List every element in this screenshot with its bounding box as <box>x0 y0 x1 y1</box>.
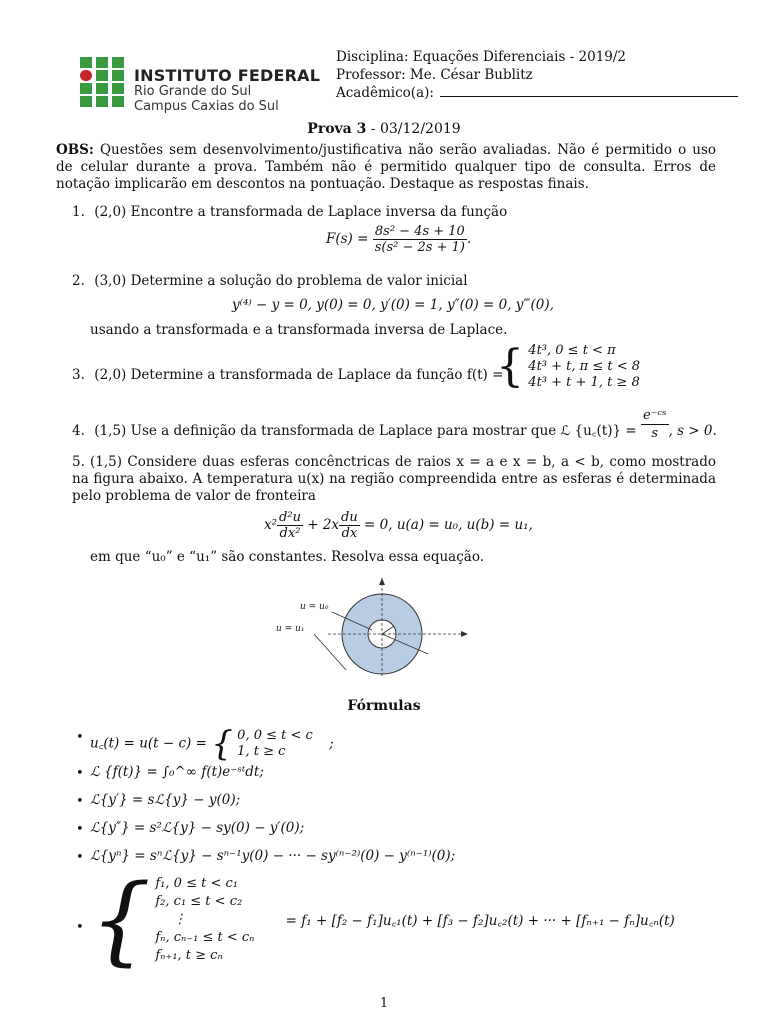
question-text: (2,0) Encontre a transformada de Laplace inversa da função <box>94 204 508 220</box>
question-1 <box>72 204 507 221</box>
formula-lhs: u꜀(t) = u(t − c) = <box>90 735 207 752</box>
question-number: 5. <box>72 454 85 470</box>
label-u0: u = u₀ <box>300 602 329 612</box>
piecewise-step-formula <box>90 864 675 976</box>
bullet: • <box>76 850 84 865</box>
student-line: Acadêmico(a): <box>336 85 434 101</box>
case-line: 0, 0 ≤ t < c <box>237 728 313 743</box>
question-3-cases <box>496 343 640 391</box>
question-number: 3. <box>72 367 85 383</box>
bullet: • <box>76 766 84 781</box>
professor-line: Professor: Me. César Bublitz <box>336 67 533 83</box>
piecewise-rhs: = f₁ + [f₂ − f₁]u꜀₁(t) + [f₃ − f₂]u꜀₂(t) + ··· + [fₙ₊₁ − fₙ]u꜀ₙ(t) <box>285 913 675 929</box>
formula-fraction <box>373 224 467 255</box>
question-number: 4. <box>72 423 85 439</box>
formula-end: ; <box>329 735 334 752</box>
question-text: (3,0) Determine a solução do problema de valor inicial <box>94 273 468 289</box>
obs-text: Questões sem desenvolvimento/justificativa não serão avaliadas. Não é permitido o uso de celular durante a prova. Também não é permitido qualquer tipo de consulta. Erros de notação implicarão em descontos na pontuação. Destaque as respostas finais. <box>56 142 716 192</box>
exam-date: - 03/12/2019 <box>366 121 461 137</box>
case-line: 1, t ≥ c <box>237 744 286 759</box>
case-line: f₂, c₁ ≤ t < c₂ <box>155 894 243 909</box>
bullet: • <box>76 822 84 837</box>
question-text: (1,5) Use a definição da transformada de Laplace para mostrar que ℒ {u꜀(t)} = <box>94 423 637 439</box>
question-4 <box>72 408 717 442</box>
exam-name: Prova 3 <box>307 121 367 137</box>
obs-label: OBS: <box>56 142 94 158</box>
question-text: (2,0) Determine a transformada de Laplace da função f(t) = <box>94 367 504 383</box>
cases-list <box>237 728 313 760</box>
fraction-numerator: e⁻ᶜˢ <box>642 408 667 423</box>
formula-end: = 0, u(a) = u₀, u(b) = u₁, <box>359 517 533 533</box>
question-2-formula: y⁽⁴⁾ − y = 0, y(0) = 0, y′(0) = 1, y″(0) = 0, y‴(0), <box>232 297 554 313</box>
cases-list <box>155 875 281 965</box>
question-5-text2: em que “u₀” e “u₁” são constantes. Resolva essa equação. <box>90 549 485 565</box>
case-line: 4t³ + t + 1, t ≥ 8 <box>528 375 640 390</box>
question-1-formula <box>326 224 471 255</box>
concentric-spheres-figure <box>272 576 496 680</box>
case-line: ⋮ <box>173 912 187 927</box>
case-line: fₙ, cₙ₋₁ ≤ t < cₙ <box>155 930 255 945</box>
case-line: 4t³, 0 ≤ t < π <box>528 343 616 358</box>
case-line: f₁, 0 ≤ t < c₁ <box>155 876 238 891</box>
label-u1: u = u₁ <box>276 624 305 634</box>
observations <box>56 142 716 193</box>
axis-arrow <box>379 578 385 585</box>
bullet: • <box>76 920 84 935</box>
formula-end: . <box>466 231 472 247</box>
cases-list <box>528 343 640 391</box>
question-number: 1. <box>72 204 85 220</box>
question-5 <box>72 454 716 505</box>
case-line: 4t³ + t, π ≤ t < 8 <box>528 359 641 374</box>
page-number: 1 <box>379 996 389 1011</box>
question-5-formula: x² $\frac{\text{d²u}}{\text{dx²}}$ + 2x $\frac{du}{dx}$ = 0, u(a) = u₀, u(b) = u₁, <box>264 510 533 541</box>
formula-middle: + 2x <box>302 517 340 533</box>
laplace-definition-formula: ℒ {f(t)} = ∫₀^∞ f(t)e⁻ˢᵗdt; <box>90 764 264 780</box>
first-derivative: $\frac{du}{dx}$ <box>341 510 358 541</box>
step-function-formula <box>90 722 334 766</box>
bullet: • <box>76 794 84 809</box>
question-end: , s > 0. <box>668 423 717 439</box>
bullet: • <box>76 730 84 745</box>
question-text: (1,5) Considere duas esferas concênctricas de raios x = a e x = b, a < b, como mostrado na figura abaixo. A temperatura u(x) na região compreendida entre as esferas é determinada pelo problema de valor de fronteira <box>72 454 716 504</box>
fraction-denominator: s(s² − 2s + 1) <box>374 240 465 255</box>
case-line: fₙ₊₁, t ≥ cₙ <box>155 948 223 963</box>
axis-arrow <box>461 631 468 637</box>
discipline-line: Disciplina: Equações Diferenciais - 2019/2 <box>336 49 627 65</box>
institution-campus: Campus Caxias do Sul <box>134 99 279 114</box>
left-brace: { <box>496 341 524 392</box>
question-4-fraction <box>641 407 669 442</box>
exam-title <box>0 121 768 137</box>
institution-name: INSTITUTO FEDERAL <box>134 66 321 85</box>
question-3 <box>72 367 503 384</box>
formula-lhs: F(s) = <box>326 231 373 247</box>
question-2 <box>72 273 468 290</box>
institution-state: Rio Grande do Sul <box>134 84 252 99</box>
fraction-denominator: s <box>651 426 659 441</box>
question-2-text2: usando a transformada e a transformada inversa de Laplace. <box>90 322 508 338</box>
left-brace: { <box>211 724 233 764</box>
left-brace: { <box>90 864 152 976</box>
second-derivative-transform: ℒ{y″} = s²ℒ{y} − sy(0) − y′(0); <box>90 820 305 836</box>
second-derivative: $\frac{\text{d²u}}{\text{dx²}}$ <box>279 510 301 541</box>
first-derivative-transform: ℒ{y′} = sℒ{y} − y(0); <box>90 792 241 808</box>
question-number: 2. <box>72 273 85 289</box>
u1-pointer <box>314 634 346 670</box>
student-name-blank <box>440 96 738 97</box>
institution-logo <box>80 57 128 107</box>
nth-derivative-transform: ℒ{yⁿ} = sⁿℒ{y} − sⁿ⁻¹y(0) − ··· − sy⁽ⁿ⁻²⁾(0) − y⁽ⁿ⁻¹⁾(0); <box>90 848 456 864</box>
fraction-numerator: 8s² − 4s + 10 <box>373 224 467 240</box>
formulas-title: Fórmulas <box>347 698 421 714</box>
